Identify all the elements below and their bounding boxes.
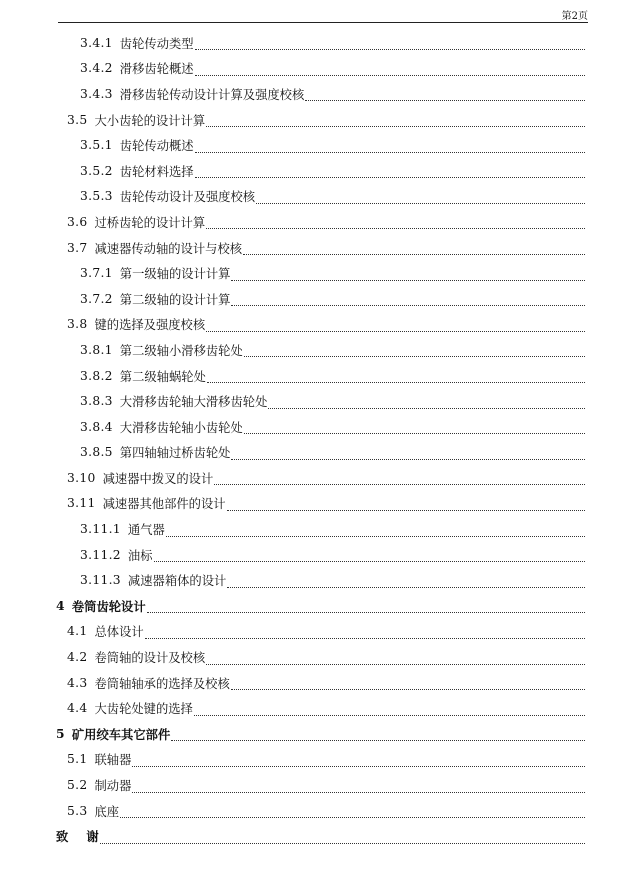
toc-entry[interactable]	[0, 132, 637, 158]
toc-dot-leader	[154, 549, 585, 562]
toc-entry[interactable]	[0, 567, 637, 593]
toc-entry-title: 卷筒轴轴承的选择及校核	[94, 676, 230, 691]
toc-entry[interactable]	[0, 286, 637, 312]
toc-dot-leader	[206, 652, 585, 665]
toc-entry-number: 4.4	[67, 701, 88, 716]
toc-entry-number: 5.3	[67, 803, 88, 818]
toc-dot-leader	[147, 600, 585, 613]
toc-dot-leader	[194, 703, 585, 716]
toc-dot-leader	[100, 831, 585, 844]
toc-entry-number: 3.7.2	[80, 291, 113, 306]
toc-entry[interactable]	[0, 414, 637, 440]
toc-entry-number: 4.3	[67, 675, 88, 690]
toc-entry-number: 5.2	[67, 778, 88, 793]
toc-dot-leader	[231, 677, 585, 690]
toc-entry[interactable]	[0, 644, 637, 670]
toc-dot-leader	[171, 728, 585, 741]
toc-entry-number: 3.5	[67, 112, 88, 127]
toc-entry-number: 3.11.2	[80, 547, 121, 562]
toc-entry-title: 第二级轴小滑移齿轮处	[119, 343, 243, 358]
toc-entry-title: 油标	[127, 548, 153, 563]
toc-dot-leader	[243, 242, 585, 255]
toc-entry-title: 第二级轴蜗轮处	[119, 369, 206, 384]
toc-entry[interactable]	[0, 440, 637, 466]
toc-dot-leader	[305, 88, 585, 101]
toc-entry-number: 3.8.2	[80, 368, 113, 383]
toc-entry[interactable]	[0, 542, 637, 568]
toc-entry-title: 大滑移齿轮轴小齿轮处	[119, 420, 243, 435]
toc-entry-title: 大齿轮处键的选择	[94, 702, 193, 717]
toc-entry-number: 3.8.3	[80, 394, 113, 409]
toc-dot-leader	[256, 191, 585, 204]
toc-entry-title: 减速器中拨叉的设计	[102, 471, 214, 486]
toc-dot-leader	[206, 114, 585, 127]
toc-entry-number: 3.8	[67, 317, 88, 332]
toc-entry-title: 滑移齿轮概述	[119, 62, 194, 77]
toc-entry-number: 4	[56, 598, 65, 614]
toc-entry[interactable]	[0, 184, 637, 210]
toc-dot-leader	[207, 370, 585, 383]
toc-entry-title: 齿轮传动概述	[119, 139, 194, 154]
acknowledgement-char-2: 谢	[86, 829, 99, 845]
toc-entry[interactable]	[0, 491, 637, 517]
toc-dot-leader	[231, 293, 585, 306]
toc-entry-title: 第二级轴的设计计算	[119, 292, 231, 307]
toc-entry[interactable]	[0, 107, 637, 133]
toc-entry[interactable]	[0, 235, 637, 261]
toc-dot-leader	[231, 447, 585, 460]
table-of-contents	[0, 30, 637, 849]
toc-entry-number: 3.5.3	[80, 189, 113, 204]
acknowledgement-char-1: 致	[56, 829, 69, 845]
toc-dot-leader	[227, 498, 585, 511]
toc-entry-number: 3.10	[67, 470, 96, 485]
toc-dot-leader	[132, 780, 585, 793]
toc-dot-leader	[195, 63, 585, 76]
toc-entry[interactable]	[0, 312, 637, 338]
toc-entry-number: 3.5.1	[80, 138, 113, 153]
toc-dot-leader	[268, 396, 585, 409]
toc-dot-leader	[132, 754, 585, 767]
toc-dot-leader	[166, 524, 585, 537]
toc-entry-title: 减速器其他部件的设计	[102, 497, 226, 512]
page-header	[58, 6, 588, 23]
toc-entry-number: 3.11	[67, 496, 96, 511]
toc-entry[interactable]	[0, 30, 637, 56]
toc-entry-title: 联轴器	[94, 753, 132, 768]
toc-entry-title: 第一级轴的设计计算	[119, 267, 231, 282]
toc-entry-title: 制动器	[94, 779, 132, 794]
toc-entry-number: 3.7	[67, 240, 88, 255]
toc-entry-number: 3.4.3	[80, 86, 113, 101]
toc-entry-title: 键的选择及强度校核	[94, 318, 206, 333]
toc-entry[interactable]	[0, 209, 637, 235]
toc-entry[interactable]	[0, 695, 637, 721]
toc-entry-title: 过桥齿轮的设计计算	[94, 215, 206, 230]
toc-entry[interactable]	[0, 465, 637, 491]
toc-entry-number: 4.1	[67, 624, 88, 639]
toc-entry-title: 总体设计	[94, 625, 144, 640]
toc-entry-title: 通气器	[127, 523, 165, 538]
toc-entry-number: 3.11.3	[80, 573, 121, 588]
toc-entry-title: 卷筒齿轮设计	[71, 598, 146, 614]
toc-entry-title: 齿轮传动类型	[119, 36, 194, 51]
toc-entry-number: 3.6	[67, 214, 88, 229]
toc-dot-leader	[120, 805, 585, 818]
toc-dot-leader	[195, 165, 585, 178]
toc-entry-number: 3.4.2	[80, 61, 113, 76]
toc-dot-leader	[195, 140, 585, 153]
toc-dot-leader	[206, 319, 585, 332]
toc-entry-title: 大滑移齿轮轴大滑移齿轮处	[119, 395, 268, 410]
toc-entry[interactable]	[0, 619, 637, 645]
toc-entry-number: 3.8.5	[80, 445, 113, 460]
toc-entry-number: 3.7.1	[80, 266, 113, 281]
toc-dot-leader	[145, 626, 585, 639]
toc-entry-title: 卷筒轴的设计及校核	[94, 651, 206, 666]
toc-entry[interactable]	[0, 747, 637, 773]
toc-entry-title: 大小齿轮的设计计算	[94, 113, 206, 128]
toc-entry-title: 减速器传动轴的设计与校核	[94, 241, 243, 256]
toc-entry[interactable]	[0, 81, 637, 107]
toc-entry-title: 滑移齿轮传动设计计算及强度校核	[119, 87, 305, 102]
toc-entry-number: 3.11.1	[80, 522, 121, 537]
toc-entry-number: 5	[56, 726, 65, 742]
toc-entry[interactable]	[0, 388, 637, 414]
toc-dot-leader	[231, 268, 585, 281]
toc-entry[interactable]	[0, 798, 637, 824]
toc-entry-number: 4.2	[67, 650, 88, 665]
toc-entry-title: 减速器箱体的设计	[127, 574, 227, 589]
page-number: 第2页	[561, 11, 588, 22]
toc-dot-leader	[227, 575, 585, 588]
toc-entry[interactable]	[0, 670, 637, 696]
toc-entry[interactable]	[0, 363, 637, 389]
toc-dot-leader	[244, 344, 585, 357]
toc-entry-number: 3.4.1	[80, 35, 113, 50]
toc-entry[interactable]	[0, 721, 637, 747]
toc-entry[interactable]	[0, 337, 637, 363]
toc-dot-leader	[195, 37, 585, 50]
toc-entry-title: 齿轮传动设计及强度校核	[119, 190, 256, 205]
toc-entry[interactable]	[0, 593, 637, 619]
toc-entry-title: 矿用绞车其它部件	[71, 726, 171, 742]
toc-entry-number: 5.1	[67, 752, 88, 767]
toc-dot-leader	[206, 216, 585, 229]
toc-entry-number: 3.8.1	[80, 342, 113, 357]
toc-entry-acknowledgement[interactable]	[0, 823, 637, 849]
toc-entry[interactable]	[0, 158, 637, 184]
toc-entry[interactable]	[0, 260, 637, 286]
toc-entry-number: 3.5.2	[80, 163, 113, 178]
toc-entry[interactable]	[0, 56, 637, 82]
toc-dot-leader	[214, 472, 585, 485]
toc-entry[interactable]	[0, 516, 637, 542]
toc-entry-title: 底座	[94, 804, 120, 819]
toc-entry-title: 第四轴轴过桥齿轮处	[119, 446, 231, 461]
toc-dot-leader	[244, 421, 585, 434]
toc-entry-number: 3.8.4	[80, 419, 113, 434]
toc-entry[interactable]	[0, 772, 637, 798]
toc-entry-title: 齿轮材料选择	[119, 164, 194, 179]
